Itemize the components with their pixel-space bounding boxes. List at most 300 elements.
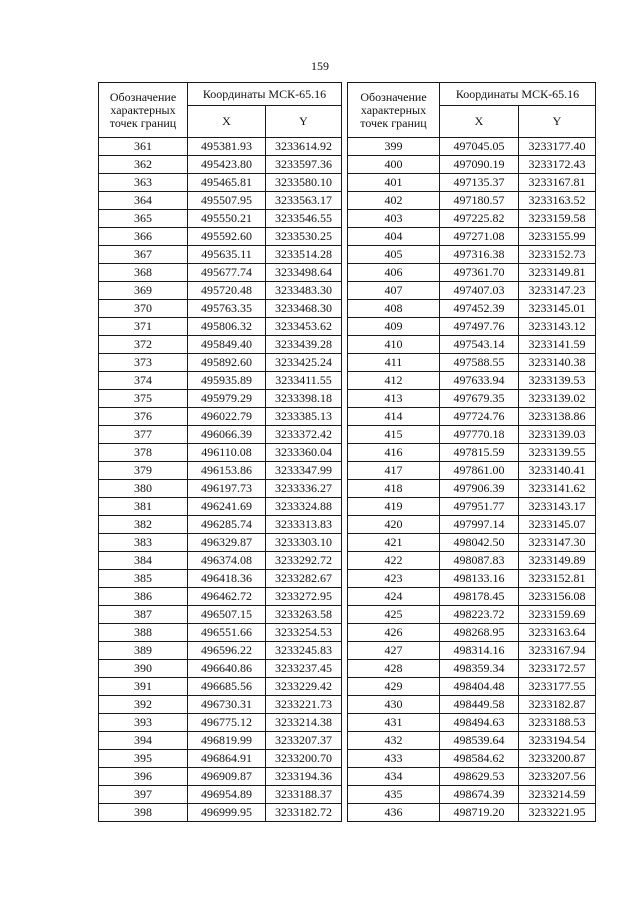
point-number-cell: 396 bbox=[99, 768, 188, 786]
y-coordinate-cell: 3233182.87 bbox=[519, 696, 596, 714]
x-coordinate-cell: 498539.64 bbox=[440, 732, 519, 750]
y-coordinate-cell: 3233139.53 bbox=[519, 372, 596, 390]
point-number-cell: 415 bbox=[348, 426, 440, 444]
x-coordinate-cell: 496507.15 bbox=[188, 606, 266, 624]
y-coordinate-cell: 3233182.72 bbox=[266, 804, 342, 822]
point-number-cell: 431 bbox=[348, 714, 440, 732]
table-row bbox=[99, 786, 342, 804]
point-number-cell: 387 bbox=[99, 606, 188, 624]
table-row bbox=[99, 408, 342, 426]
x-coordinate-cell: 498494.63 bbox=[440, 714, 519, 732]
y-coordinate-cell: 3233229.42 bbox=[266, 678, 342, 696]
point-number-cell: 361 bbox=[99, 138, 188, 156]
table-row bbox=[99, 714, 342, 732]
y-coordinate-cell: 3233167.94 bbox=[519, 642, 596, 660]
x-coordinate-cell: 497180.57 bbox=[440, 192, 519, 210]
point-number-cell: 397 bbox=[99, 786, 188, 804]
point-number-cell: 420 bbox=[348, 516, 440, 534]
table-row bbox=[348, 570, 596, 588]
point-number-cell: 362 bbox=[99, 156, 188, 174]
x-coordinate-cell: 496685.56 bbox=[188, 678, 266, 696]
point-number-cell: 375 bbox=[99, 390, 188, 408]
x-coordinate-cell: 496329.87 bbox=[188, 534, 266, 552]
table-row bbox=[99, 480, 342, 498]
y-coordinate-cell: 3233145.07 bbox=[519, 516, 596, 534]
table-row bbox=[348, 480, 596, 498]
y-coordinate-cell: 3233372.42 bbox=[266, 426, 342, 444]
point-number-cell: 409 bbox=[348, 318, 440, 336]
table-row bbox=[348, 786, 596, 804]
x-coordinate-cell: 496999.95 bbox=[188, 804, 266, 822]
point-number-cell: 427 bbox=[348, 642, 440, 660]
x-coordinate-cell: 498449.58 bbox=[440, 696, 519, 714]
y-coordinate-cell: 3233398.18 bbox=[266, 390, 342, 408]
header-coordinate-system: Координаты МСК-65.16 bbox=[188, 83, 342, 106]
table-row bbox=[99, 624, 342, 642]
y-coordinate-cell: 3233254.53 bbox=[266, 624, 342, 642]
x-coordinate-cell: 497090.19 bbox=[440, 156, 519, 174]
x-coordinate-cell: 497316.38 bbox=[440, 246, 519, 264]
x-coordinate-cell: 497906.39 bbox=[440, 480, 519, 498]
x-coordinate-cell: 497135.37 bbox=[440, 174, 519, 192]
point-number-cell: 400 bbox=[348, 156, 440, 174]
table-row bbox=[348, 804, 596, 822]
x-coordinate-cell: 498674.39 bbox=[440, 786, 519, 804]
table-row bbox=[99, 372, 342, 390]
point-number-cell: 368 bbox=[99, 264, 188, 282]
x-coordinate-cell: 497543.14 bbox=[440, 336, 519, 354]
header-designation: Обозначение характерных точек границ bbox=[99, 83, 188, 138]
x-coordinate-cell: 497361.70 bbox=[440, 264, 519, 282]
y-coordinate-cell: 3233172.43 bbox=[519, 156, 596, 174]
x-coordinate-cell: 497679.35 bbox=[440, 390, 519, 408]
x-coordinate-cell: 495381.93 bbox=[188, 138, 266, 156]
table-row bbox=[99, 246, 342, 264]
x-coordinate-cell: 497724.76 bbox=[440, 408, 519, 426]
point-number-cell: 378 bbox=[99, 444, 188, 462]
y-coordinate-cell: 3233139.55 bbox=[519, 444, 596, 462]
point-number-cell: 366 bbox=[99, 228, 188, 246]
point-number-cell: 417 bbox=[348, 462, 440, 480]
table-row bbox=[99, 264, 342, 282]
point-number-cell: 363 bbox=[99, 174, 188, 192]
x-coordinate-cell: 498223.72 bbox=[440, 606, 519, 624]
point-number-cell: 418 bbox=[348, 480, 440, 498]
y-coordinate-cell: 3233263.58 bbox=[266, 606, 342, 624]
y-coordinate-cell: 3233172.57 bbox=[519, 660, 596, 678]
table-row bbox=[99, 570, 342, 588]
x-coordinate-cell: 496110.08 bbox=[188, 444, 266, 462]
point-number-cell: 394 bbox=[99, 732, 188, 750]
y-coordinate-cell: 3233214.38 bbox=[266, 714, 342, 732]
x-coordinate-cell: 496241.69 bbox=[188, 498, 266, 516]
table-row bbox=[99, 192, 342, 210]
x-coordinate-cell: 498087.83 bbox=[440, 552, 519, 570]
header-designation: Обозначение характерных точек границ bbox=[348, 83, 440, 138]
point-number-cell: 423 bbox=[348, 570, 440, 588]
table-row bbox=[348, 624, 596, 642]
x-coordinate-cell: 498584.62 bbox=[440, 750, 519, 768]
x-coordinate-cell: 498133.16 bbox=[440, 570, 519, 588]
y-coordinate-cell: 3233163.64 bbox=[519, 624, 596, 642]
table-row bbox=[99, 426, 342, 444]
table-row bbox=[99, 678, 342, 696]
x-coordinate-cell: 497633.94 bbox=[440, 372, 519, 390]
table-row bbox=[99, 462, 342, 480]
y-coordinate-cell: 3233141.62 bbox=[519, 480, 596, 498]
x-coordinate-cell: 496775.12 bbox=[188, 714, 266, 732]
x-coordinate-cell: 495979.29 bbox=[188, 390, 266, 408]
table-row bbox=[99, 156, 342, 174]
table-row bbox=[99, 642, 342, 660]
y-coordinate-cell: 3233147.30 bbox=[519, 534, 596, 552]
y-coordinate-cell: 3233411.55 bbox=[266, 372, 342, 390]
x-coordinate-cell: 496197.73 bbox=[188, 480, 266, 498]
point-number-cell: 406 bbox=[348, 264, 440, 282]
y-coordinate-cell: 3233152.73 bbox=[519, 246, 596, 264]
point-number-cell: 430 bbox=[348, 696, 440, 714]
x-coordinate-cell: 496374.08 bbox=[188, 552, 266, 570]
point-number-cell: 395 bbox=[99, 750, 188, 768]
point-number-cell: 411 bbox=[348, 354, 440, 372]
point-number-cell: 399 bbox=[348, 138, 440, 156]
y-coordinate-cell: 3233614.92 bbox=[266, 138, 342, 156]
point-number-cell: 367 bbox=[99, 246, 188, 264]
x-coordinate-cell: 496022.79 bbox=[188, 408, 266, 426]
table-row bbox=[99, 390, 342, 408]
y-coordinate-cell: 3233200.87 bbox=[519, 750, 596, 768]
point-number-cell: 404 bbox=[348, 228, 440, 246]
point-number-cell: 413 bbox=[348, 390, 440, 408]
y-coordinate-cell: 3233188.53 bbox=[519, 714, 596, 732]
y-coordinate-cell: 3233324.88 bbox=[266, 498, 342, 516]
table-row bbox=[99, 336, 342, 354]
x-coordinate-cell: 497951.77 bbox=[440, 498, 519, 516]
table-row bbox=[348, 552, 596, 570]
point-number-cell: 379 bbox=[99, 462, 188, 480]
coordinates-table-left bbox=[98, 82, 342, 822]
x-coordinate-cell: 495507.95 bbox=[188, 192, 266, 210]
x-coordinate-cell: 496066.39 bbox=[188, 426, 266, 444]
y-coordinate-cell: 3233237.45 bbox=[266, 660, 342, 678]
x-coordinate-cell: 496153.86 bbox=[188, 462, 266, 480]
table-row bbox=[348, 696, 596, 714]
point-number-cell: 403 bbox=[348, 210, 440, 228]
x-coordinate-cell: 495935.89 bbox=[188, 372, 266, 390]
table-row bbox=[348, 606, 596, 624]
header-x: X bbox=[188, 106, 266, 138]
point-number-cell: 364 bbox=[99, 192, 188, 210]
x-coordinate-cell: 498268.95 bbox=[440, 624, 519, 642]
table-row bbox=[99, 516, 342, 534]
y-coordinate-cell: 3233272.95 bbox=[266, 588, 342, 606]
y-coordinate-cell: 3233282.67 bbox=[266, 570, 342, 588]
table-row bbox=[348, 174, 596, 192]
coordinates-table-right bbox=[347, 82, 596, 822]
table-row bbox=[348, 264, 596, 282]
x-coordinate-cell: 495677.74 bbox=[188, 264, 266, 282]
x-coordinate-cell: 497225.82 bbox=[440, 210, 519, 228]
y-coordinate-cell: 3233139.03 bbox=[519, 426, 596, 444]
y-coordinate-cell: 3233221.73 bbox=[266, 696, 342, 714]
header-x: X bbox=[440, 106, 519, 138]
y-coordinate-cell: 3233439.28 bbox=[266, 336, 342, 354]
y-coordinate-cell: 3233207.37 bbox=[266, 732, 342, 750]
x-coordinate-cell: 496640.86 bbox=[188, 660, 266, 678]
point-number-cell: 425 bbox=[348, 606, 440, 624]
table-row bbox=[348, 462, 596, 480]
point-number-cell: 421 bbox=[348, 534, 440, 552]
table-row bbox=[99, 552, 342, 570]
point-number-cell: 436 bbox=[348, 804, 440, 822]
point-number-cell: 435 bbox=[348, 786, 440, 804]
table-row bbox=[348, 390, 596, 408]
point-number-cell: 416 bbox=[348, 444, 440, 462]
y-coordinate-cell: 3233563.17 bbox=[266, 192, 342, 210]
x-coordinate-cell: 496730.31 bbox=[188, 696, 266, 714]
table-row bbox=[99, 750, 342, 768]
y-coordinate-cell: 3233200.70 bbox=[266, 750, 342, 768]
y-coordinate-cell: 3233207.56 bbox=[519, 768, 596, 786]
table-row bbox=[99, 300, 342, 318]
table-row bbox=[99, 696, 342, 714]
x-coordinate-cell: 496954.89 bbox=[188, 786, 266, 804]
y-coordinate-cell: 3233468.30 bbox=[266, 300, 342, 318]
x-coordinate-cell: 497497.76 bbox=[440, 318, 519, 336]
header-y: Y bbox=[519, 106, 596, 138]
table-row bbox=[99, 732, 342, 750]
table-row bbox=[99, 534, 342, 552]
y-coordinate-cell: 3233313.83 bbox=[266, 516, 342, 534]
point-number-cell: 402 bbox=[348, 192, 440, 210]
table-body-left bbox=[99, 83, 342, 822]
y-coordinate-cell: 3233159.69 bbox=[519, 606, 596, 624]
table-row bbox=[348, 444, 596, 462]
y-coordinate-cell: 3233483.30 bbox=[266, 282, 342, 300]
y-coordinate-cell: 3233145.01 bbox=[519, 300, 596, 318]
x-coordinate-cell: 496285.74 bbox=[188, 516, 266, 534]
table-row bbox=[348, 408, 596, 426]
table-row bbox=[348, 768, 596, 786]
table-row bbox=[99, 318, 342, 336]
table-row bbox=[348, 642, 596, 660]
y-coordinate-cell: 3233156.08 bbox=[519, 588, 596, 606]
table-row bbox=[348, 534, 596, 552]
point-number-cell: 382 bbox=[99, 516, 188, 534]
point-number-cell: 370 bbox=[99, 300, 188, 318]
point-number-cell: 380 bbox=[99, 480, 188, 498]
x-coordinate-cell: 495465.81 bbox=[188, 174, 266, 192]
x-coordinate-cell: 498629.53 bbox=[440, 768, 519, 786]
point-number-cell: 433 bbox=[348, 750, 440, 768]
point-number-cell: 381 bbox=[99, 498, 188, 516]
point-number-cell: 392 bbox=[99, 696, 188, 714]
y-coordinate-cell: 3233177.40 bbox=[519, 138, 596, 156]
point-number-cell: 410 bbox=[348, 336, 440, 354]
y-coordinate-cell: 3233597.36 bbox=[266, 156, 342, 174]
y-coordinate-cell: 3233214.59 bbox=[519, 786, 596, 804]
x-coordinate-cell: 495635.11 bbox=[188, 246, 266, 264]
x-coordinate-cell: 498042.50 bbox=[440, 534, 519, 552]
y-coordinate-cell: 3233336.27 bbox=[266, 480, 342, 498]
y-coordinate-cell: 3233292.72 bbox=[266, 552, 342, 570]
y-coordinate-cell: 3233140.38 bbox=[519, 354, 596, 372]
table-row bbox=[99, 444, 342, 462]
point-number-cell: 432 bbox=[348, 732, 440, 750]
y-coordinate-cell: 3233245.83 bbox=[266, 642, 342, 660]
point-number-cell: 408 bbox=[348, 300, 440, 318]
y-coordinate-cell: 3233155.99 bbox=[519, 228, 596, 246]
y-coordinate-cell: 3233453.62 bbox=[266, 318, 342, 336]
header-row bbox=[348, 83, 596, 106]
x-coordinate-cell: 496864.91 bbox=[188, 750, 266, 768]
table-row bbox=[99, 210, 342, 228]
y-coordinate-cell: 3233498.64 bbox=[266, 264, 342, 282]
x-coordinate-cell: 496596.22 bbox=[188, 642, 266, 660]
x-coordinate-cell: 498719.20 bbox=[440, 804, 519, 822]
table-row bbox=[99, 660, 342, 678]
x-coordinate-cell: 497407.03 bbox=[440, 282, 519, 300]
x-coordinate-cell: 496909.87 bbox=[188, 768, 266, 786]
point-number-cell: 407 bbox=[348, 282, 440, 300]
point-number-cell: 371 bbox=[99, 318, 188, 336]
y-coordinate-cell: 3233530.25 bbox=[266, 228, 342, 246]
x-coordinate-cell: 496551.66 bbox=[188, 624, 266, 642]
y-coordinate-cell: 3233159.58 bbox=[519, 210, 596, 228]
y-coordinate-cell: 3233546.55 bbox=[266, 210, 342, 228]
point-number-cell: 424 bbox=[348, 588, 440, 606]
point-number-cell: 412 bbox=[348, 372, 440, 390]
y-coordinate-cell: 3233194.54 bbox=[519, 732, 596, 750]
y-coordinate-cell: 3233188.37 bbox=[266, 786, 342, 804]
header-coordinate-system: Координаты МСК-65.16 bbox=[440, 83, 596, 106]
point-number-cell: 383 bbox=[99, 534, 188, 552]
table-row bbox=[348, 588, 596, 606]
point-number-cell: 376 bbox=[99, 408, 188, 426]
point-number-cell: 374 bbox=[99, 372, 188, 390]
y-coordinate-cell: 3233141.59 bbox=[519, 336, 596, 354]
point-number-cell: 429 bbox=[348, 678, 440, 696]
x-coordinate-cell: 497861.00 bbox=[440, 462, 519, 480]
table-row bbox=[348, 372, 596, 390]
table-row bbox=[348, 210, 596, 228]
table-row bbox=[348, 156, 596, 174]
y-coordinate-cell: 3233149.81 bbox=[519, 264, 596, 282]
table-row bbox=[348, 192, 596, 210]
table-row bbox=[99, 354, 342, 372]
table-body-right bbox=[348, 83, 596, 822]
table-row bbox=[348, 228, 596, 246]
point-number-cell: 398 bbox=[99, 804, 188, 822]
table-row bbox=[99, 228, 342, 246]
table-row bbox=[99, 282, 342, 300]
header-row bbox=[99, 83, 342, 106]
point-number-cell: 401 bbox=[348, 174, 440, 192]
point-number-cell: 389 bbox=[99, 642, 188, 660]
table-row bbox=[348, 300, 596, 318]
y-coordinate-cell: 3233163.52 bbox=[519, 192, 596, 210]
y-coordinate-cell: 3233303.10 bbox=[266, 534, 342, 552]
table-row bbox=[348, 354, 596, 372]
x-coordinate-cell: 497815.59 bbox=[440, 444, 519, 462]
table-row bbox=[99, 174, 342, 192]
y-coordinate-cell: 3233138.86 bbox=[519, 408, 596, 426]
point-number-cell: 391 bbox=[99, 678, 188, 696]
table-row bbox=[348, 516, 596, 534]
table-row bbox=[348, 678, 596, 696]
point-number-cell: 385 bbox=[99, 570, 188, 588]
x-coordinate-cell: 495763.35 bbox=[188, 300, 266, 318]
table-row bbox=[348, 426, 596, 444]
point-number-cell: 388 bbox=[99, 624, 188, 642]
y-coordinate-cell: 3233177.55 bbox=[519, 678, 596, 696]
point-number-cell: 405 bbox=[348, 246, 440, 264]
table-row bbox=[348, 660, 596, 678]
point-number-cell: 434 bbox=[348, 768, 440, 786]
point-number-cell: 365 bbox=[99, 210, 188, 228]
table-row bbox=[348, 336, 596, 354]
point-number-cell: 426 bbox=[348, 624, 440, 642]
point-number-cell: 419 bbox=[348, 498, 440, 516]
table-row bbox=[348, 714, 596, 732]
table-row bbox=[348, 498, 596, 516]
point-number-cell: 390 bbox=[99, 660, 188, 678]
x-coordinate-cell: 495892.60 bbox=[188, 354, 266, 372]
point-number-cell: 428 bbox=[348, 660, 440, 678]
table-row bbox=[99, 138, 342, 156]
x-coordinate-cell: 497271.08 bbox=[440, 228, 519, 246]
y-coordinate-cell: 3233194.36 bbox=[266, 768, 342, 786]
y-coordinate-cell: 3233140.41 bbox=[519, 462, 596, 480]
table-row bbox=[348, 246, 596, 264]
x-coordinate-cell: 498359.34 bbox=[440, 660, 519, 678]
point-number-cell: 373 bbox=[99, 354, 188, 372]
point-number-cell: 422 bbox=[348, 552, 440, 570]
y-coordinate-cell: 3233149.89 bbox=[519, 552, 596, 570]
x-coordinate-cell: 496418.36 bbox=[188, 570, 266, 588]
x-coordinate-cell: 495423.80 bbox=[188, 156, 266, 174]
point-number-cell: 384 bbox=[99, 552, 188, 570]
y-coordinate-cell: 3233139.02 bbox=[519, 390, 596, 408]
point-number-cell: 369 bbox=[99, 282, 188, 300]
y-coordinate-cell: 3233167.81 bbox=[519, 174, 596, 192]
x-coordinate-cell: 495592.60 bbox=[188, 228, 266, 246]
table-row bbox=[99, 804, 342, 822]
y-coordinate-cell: 3233514.28 bbox=[266, 246, 342, 264]
x-coordinate-cell: 496462.72 bbox=[188, 588, 266, 606]
point-number-cell: 372 bbox=[99, 336, 188, 354]
page-number: 159 bbox=[311, 59, 329, 73]
table-row bbox=[99, 606, 342, 624]
point-number-cell: 386 bbox=[99, 588, 188, 606]
x-coordinate-cell: 495550.21 bbox=[188, 210, 266, 228]
y-coordinate-cell: 3233147.23 bbox=[519, 282, 596, 300]
y-coordinate-cell: 3233360.04 bbox=[266, 444, 342, 462]
table-row bbox=[99, 498, 342, 516]
table-row bbox=[99, 768, 342, 786]
header-y: Y bbox=[266, 106, 342, 138]
x-coordinate-cell: 495849.40 bbox=[188, 336, 266, 354]
x-coordinate-cell: 495720.48 bbox=[188, 282, 266, 300]
x-coordinate-cell: 497045.05 bbox=[440, 138, 519, 156]
point-number-cell: 377 bbox=[99, 426, 188, 444]
y-coordinate-cell: 3233221.95 bbox=[519, 804, 596, 822]
table-row bbox=[348, 318, 596, 336]
x-coordinate-cell: 498404.48 bbox=[440, 678, 519, 696]
table-row bbox=[348, 138, 596, 156]
x-coordinate-cell: 497997.14 bbox=[440, 516, 519, 534]
table-row bbox=[99, 588, 342, 606]
